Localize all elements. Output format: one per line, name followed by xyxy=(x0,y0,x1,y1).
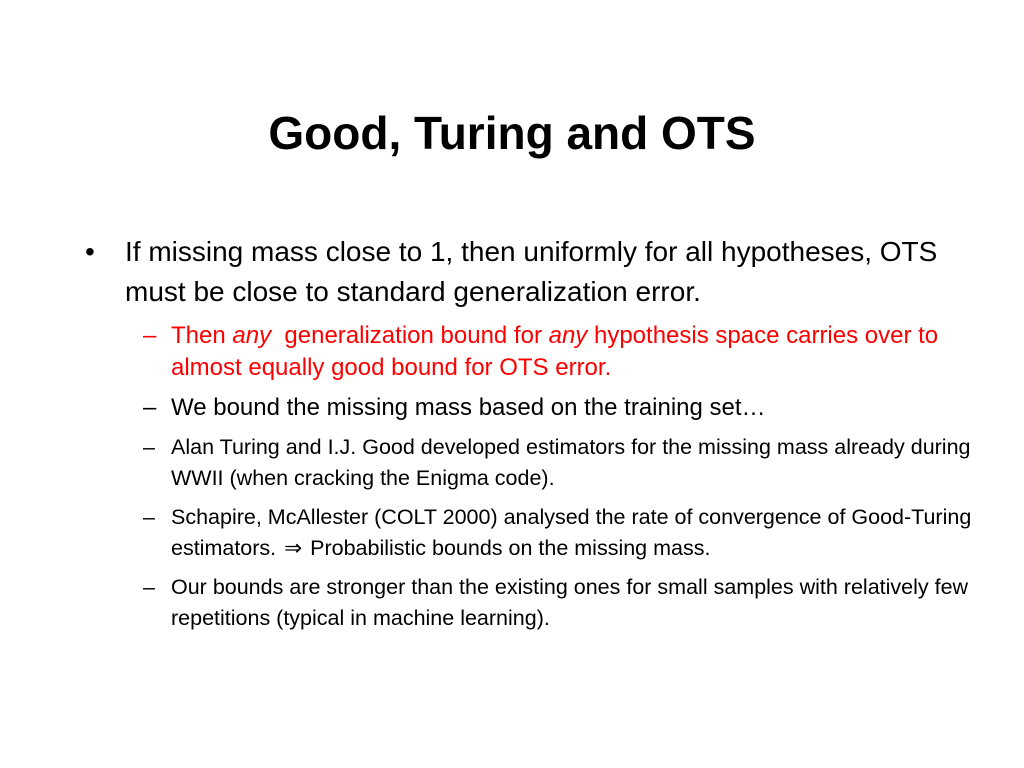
dash-symbol: – xyxy=(143,575,155,599)
main-bullet-text: If missing mass close to 1, then uniformly for all hypotheses, OTS must be close to standard generalization error. xyxy=(125,236,938,307)
dash-symbol: – xyxy=(143,322,157,349)
then-any-text-1: Then xyxy=(171,322,233,349)
slide-title: Good, Turing and OTS xyxy=(268,107,756,159)
missing-mass-text: We bound the missing mass based on the training set… xyxy=(171,394,766,421)
then-any-text-3: hypothesis space carries over to almost equally good bound for OTS error. xyxy=(171,322,939,381)
schapire-text-2: Probabilistic bounds on the missing mass. xyxy=(304,536,711,560)
dash-symbol: – xyxy=(143,394,157,421)
sub-bullet-turing-good xyxy=(85,432,985,494)
schapire-text-1: Schapire, McAllester (COLT 2000) analysed the rate of convergence of Good-Turing estimators. xyxy=(171,505,972,560)
bullet-symbol: • xyxy=(85,236,95,267)
then-any-emphasis-2: any xyxy=(548,322,588,349)
sub-bullet-schapire xyxy=(85,502,985,564)
sub-bullet-then-any xyxy=(85,320,985,384)
sub-bullet-list xyxy=(85,320,985,634)
turing-good-text: Alan Turing and I.J. Good developed estimators for the missing mass already during WWII (when cracking the Enigma code). xyxy=(171,435,971,490)
implies-arrow-icon: ⇒ xyxy=(284,536,303,560)
our-bounds-text: Our bounds are stronger than the existing ones for small samples with relatively few repetitions (typical in machine learning). xyxy=(171,575,969,630)
slide-body xyxy=(85,232,985,642)
sub-bullet-missing-mass xyxy=(85,392,985,424)
then-any-text-2: generalization bound for xyxy=(271,322,549,349)
dash-symbol: – xyxy=(143,505,155,529)
dash-symbol: – xyxy=(143,435,155,459)
then-any-emphasis-1: any xyxy=(232,322,272,349)
sub-bullet-our-bounds xyxy=(85,572,985,634)
main-bullet-item xyxy=(85,232,985,312)
